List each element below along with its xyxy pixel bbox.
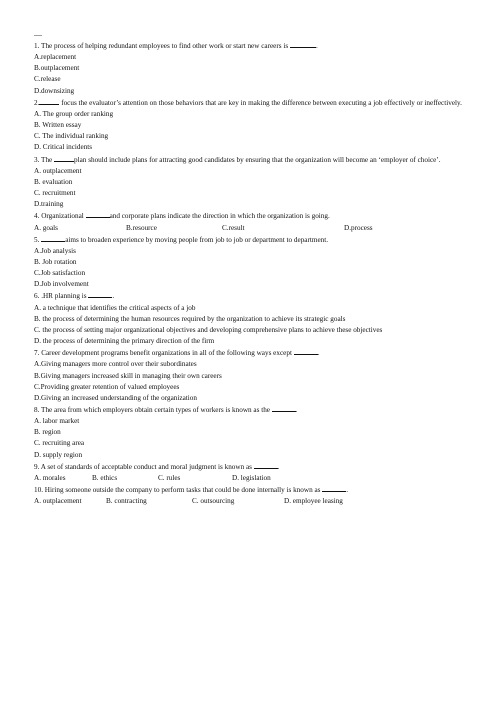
option-d: D. legislation <box>232 473 271 482</box>
question-7: 7. Career development programs benefit organizations in all of the following ways except . <box>34 349 320 358</box>
option-c: C.Providing greater retention of valued employees <box>34 382 180 391</box>
answer-blank <box>294 347 318 355</box>
option-d: D. Critical incidents <box>34 143 93 152</box>
answer-blank <box>86 210 110 218</box>
option-a: A.replacement <box>34 53 77 62</box>
option-d: D.Giving an increased understanding of the organization <box>34 393 197 402</box>
question-5: 5. aims to broaden experience by moving people from job to job or department to department. <box>34 235 329 244</box>
option-d: D. the process of determining the primary direction of the firm <box>34 337 215 346</box>
question-2-stem: focus the evaluator’s attention on those behaviors that are key in making the difference between executing a job effectively or ineffectively. <box>61 98 462 107</box>
option-c: C. recruiting area <box>34 439 85 448</box>
option-a: A. outplacement <box>34 497 82 506</box>
answer-blank <box>254 461 278 469</box>
option-d: D.training <box>34 200 64 209</box>
option-a: A.Job analysis <box>34 246 76 255</box>
option-c: C. rules <box>158 473 181 482</box>
header-mark: — <box>34 30 42 39</box>
option-c: C.result <box>222 223 245 232</box>
option-b: B. region <box>34 428 61 437</box>
option-c: C. recruitment <box>34 189 76 198</box>
answer-blank <box>290 40 316 48</box>
answer-blank <box>41 234 65 242</box>
option-row <box>34 496 464 507</box>
option-d: D.downsizing <box>34 86 75 95</box>
document-page <box>34 30 464 507</box>
option-b: B.resource <box>126 223 157 232</box>
question-1: 1. The process of helping redundant employees to find other work or start new careers is . <box>34 42 318 50</box>
question-9: 9. A set of standards of acceptable conduct and moral judgment is known as . <box>34 462 280 471</box>
option-c: C. The individual ranking <box>34 132 109 141</box>
option-c: C. outsourcing <box>192 497 235 506</box>
answer-blank <box>39 97 59 105</box>
option-a: A. morales <box>34 473 66 482</box>
answer-blank <box>54 154 74 162</box>
option-b: B. Job rotation <box>34 257 77 266</box>
option-row <box>34 473 464 484</box>
option-c: C. the process of setting major organizational objectives and developing comprehensive plans to achieve these objectives <box>34 325 383 334</box>
answer-blank <box>322 484 346 492</box>
answer-blank <box>272 404 296 412</box>
question-4: 4. Organizational and corporate plans indicate the direction in which the organization is going. <box>34 212 330 221</box>
option-row <box>34 223 464 234</box>
option-d: D.process <box>344 223 373 232</box>
option-b: B. ethics <box>92 473 118 482</box>
option-a: A. goals <box>34 223 58 232</box>
option-b: B. contracting <box>106 497 147 506</box>
option-a: A. a technique that identifies the critical aspects of a job <box>34 303 196 312</box>
option-b: B.outplacement <box>34 64 80 73</box>
question-1-stem: 1. The process of helping redundant employees to find other work or start new careers is <box>34 42 289 50</box>
option-a: A. labor market <box>34 417 80 426</box>
option-a: A.Giving managers more control over their subordinates <box>34 360 197 369</box>
answer-blank <box>88 290 112 298</box>
option-a: A. outplacement <box>34 166 82 175</box>
question-3: 3. The plan should include plans for attracting good candidates by ensuring that the organization will become an ‘employer of choice’. <box>34 155 441 164</box>
question-8: 8. The area from which employers obtain certain types of workers is known as the . <box>34 406 298 414</box>
option-d: D. employee leasing <box>284 497 343 506</box>
option-a: A. The group order ranking <box>34 109 114 118</box>
option-b: B. evaluation <box>34 177 73 186</box>
option-b: B.Giving managers increased skill in managing their own careers <box>34 371 222 380</box>
question-6: 6. .HR planning is . <box>34 292 115 301</box>
question-3-stem: plan should include plans for attracting good candidates by ensuring that the organization will become an ‘employer of choice’. <box>74 155 441 164</box>
option-c: C.Job satisfaction <box>34 269 86 278</box>
option-d: D. supply region <box>34 450 83 459</box>
question-2: 2. focus the evaluator’s attention on those behaviors that are key in making the difference between executing a job effectively or ineffectively. <box>34 98 462 107</box>
option-c: C.release <box>34 75 61 84</box>
question-10: 10. Hiring someone outside the company to perform tasks that could be done internally is known as . <box>34 486 349 495</box>
option-b: B. the process of determining the human resources required by the organization to achieve its strategic goals <box>34 314 346 323</box>
option-d: D.Job involvement <box>34 280 89 289</box>
option-b: B. Written essay <box>34 121 82 130</box>
